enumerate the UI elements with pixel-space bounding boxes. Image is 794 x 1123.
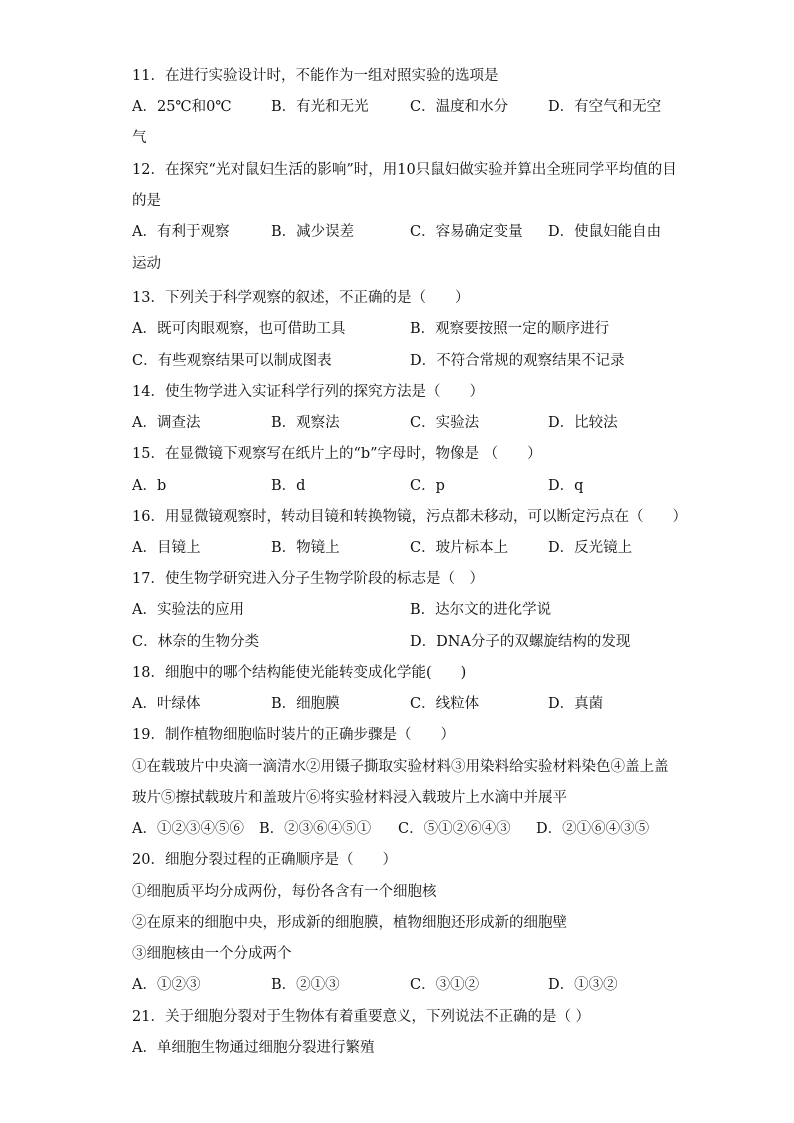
option-c: C．有些观察结果可以制成图表 (132, 353, 332, 369)
question-17-stem: 17．使生物学研究进入分子生物学阶段的标志是（ ） (132, 571, 484, 587)
option-a: A．①②③ (132, 977, 201, 993)
question-12-option-d-wrap: 运动 (132, 256, 161, 272)
option-d: D．不符合常规的观察结果不记录 (410, 353, 625, 369)
question-21-stem: 21．关于细胞分裂对于生物体有着重要意义，下列说法不正确的是（ ） (132, 1009, 591, 1025)
option-b: B．物镜上 (271, 540, 340, 556)
option-a: A．目镜上 (132, 540, 201, 556)
option-d: D．真菌 (548, 696, 604, 712)
question-14-stem: 14．使生物学进入实证科学行列的探究方法是（ ） (132, 384, 484, 400)
question-20-step3: ③细胞核由一个分成两个 (132, 946, 292, 962)
question-20-step1: ①细胞质平均分成两份，每份各含有一个细胞核 (132, 884, 437, 900)
question-19-stem: 19．制作植物细胞临时装片的正确步骤是（ ） (132, 727, 455, 743)
question-20-options (132, 975, 672, 995)
option-c: C．p (410, 478, 445, 494)
option-c: C．玻片标本上 (410, 540, 509, 556)
question-16-options (132, 538, 672, 558)
option-b: B．d (271, 478, 306, 494)
option-a: A．既可肉眼观察，也可借助工具 (132, 321, 346, 337)
question-12-stem: 12．在探究“光对鼠妇生活的影响”时，用10只鼠妇做实验并算出全班同学平均值的目 (132, 162, 677, 178)
question-19-options (132, 819, 672, 839)
question-11-option-d-wrap: 气 (132, 130, 147, 146)
question-11-stem: 11．在进行实验设计时，不能作为一组对照实验的选项是 (132, 68, 499, 84)
option-c: C．温度和水分 (410, 99, 509, 115)
option-a: A．b (132, 478, 167, 494)
option-a: A．叶绿体 (132, 696, 201, 712)
question-16-stem: 16．用显微镜观察时，转动目镜和转换物镜，污点都未移动，可以断定污点在（ ） (132, 509, 687, 525)
option-c: C．林奈的生物分类 (132, 634, 260, 650)
question-20-step2: ②在原来的细胞中央，形成新的细胞膜，植物细胞还形成新的细胞壁 (132, 915, 567, 931)
question-21-option-a: A．单细胞生物通过细胞分裂进行繁殖 (132, 1040, 375, 1056)
option-c: C．线粒体 (410, 696, 480, 712)
question-17-options-row1 (132, 600, 672, 620)
option-a: A．有利于观察 (132, 224, 230, 240)
option-a: A．调查法 (132, 415, 201, 431)
option-d: D．DNA分子的双螺旋结构的发现 (410, 634, 631, 650)
question-11-options (132, 97, 672, 117)
option-d: D．②①⑥④③⑤ (536, 821, 650, 837)
option-d: D．使鼠妇能自由 (548, 224, 662, 240)
question-20-stem: 20．细胞分裂过程的正确顺序是（ ） (132, 852, 397, 868)
option-b: B．细胞膜 (271, 696, 340, 712)
question-17-options-row2 (132, 632, 672, 652)
question-18-options (132, 694, 672, 714)
option-b: B．有光和无光 (271, 99, 369, 115)
option-a: A．25℃和0℃ (132, 99, 232, 115)
option-c: C．⑤①②⑥④③ (398, 821, 511, 837)
option-c: C．容易确定变量 (410, 224, 523, 240)
option-b: B．观察法 (271, 415, 340, 431)
option-a: A．实验法的应用 (132, 602, 244, 618)
question-14-options (132, 413, 672, 433)
option-d: D．有空气和无空 (548, 99, 662, 115)
option-c: C．③①② (410, 977, 480, 993)
option-b: B．观察要按照一定的顺序进行 (410, 321, 610, 337)
option-d: D．反光镜上 (548, 540, 633, 556)
option-b: B．②①③ (271, 977, 340, 993)
question-15-options (132, 476, 672, 496)
option-c: C．实验法 (410, 415, 480, 431)
option-a: A．①②③④⑤⑥ (132, 821, 244, 837)
question-18-stem: 18．细胞中的哪个结构能使光能转变成化学能( ) (132, 665, 467, 681)
question-15-stem: 15．在显微镜下观察写在纸片上的“b”字母时，物像是 （ ） (132, 446, 542, 462)
question-19-steps-line1: ①在载玻片中央滴一滴清水②用镊子撕取实验材料③用染料给实验材料染色④盖上盖 (132, 759, 669, 775)
option-b: B．②③⑥④⑤① (259, 821, 372, 837)
option-b: B．减少误差 (271, 224, 355, 240)
question-19-steps-line2: 玻片⑤擦拭载玻片和盖玻片⑥将实验材料浸入载玻片上水滴中并展平 (132, 790, 567, 806)
option-d: D．①③② (548, 977, 618, 993)
option-d: D．q (548, 478, 584, 494)
option-d: D．比较法 (548, 415, 618, 431)
option-b: B．达尔文的进化学说 (410, 602, 552, 618)
question-13-options-row2 (132, 351, 672, 371)
question-13-options-row1 (132, 319, 672, 339)
question-13-stem: 13．下列关于科学观察的叙述，不正确的是（ ） (132, 290, 470, 306)
question-12-stem-cont: 的是 (132, 193, 161, 209)
question-12-options (132, 222, 672, 242)
